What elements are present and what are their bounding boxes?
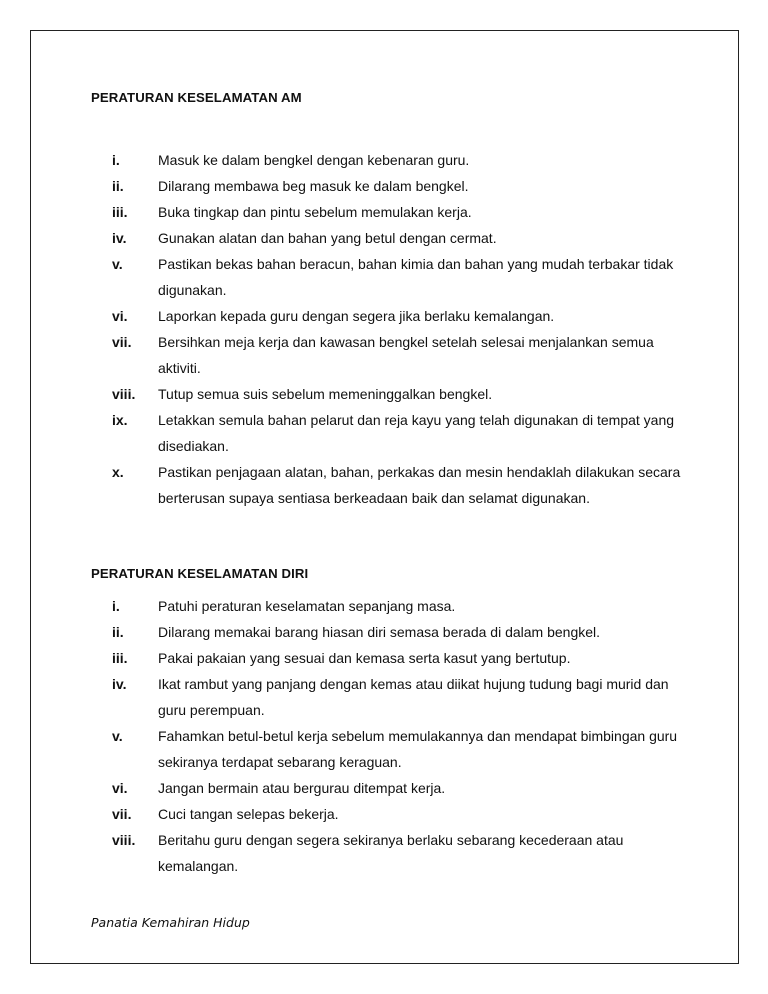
rule-item: [112, 827, 692, 879]
rule-number: ii.: [112, 624, 124, 640]
rule-number: vi.: [112, 308, 128, 324]
rule-text: Laporkan kepada guru dengan segera jika berlaku kemalangan.: [158, 308, 555, 324]
rule-text: Pastikan penjagaan alatan, bahan, perkakas dan mesin hendaklah dilakukan secara berterusan supaya sentiasa berkeadaan baik dan selamat digunakan.: [158, 464, 681, 506]
rule-item: [112, 801, 692, 827]
rule-number: ix.: [112, 412, 128, 428]
rule-text: Ikat rambut yang panjang dengan kemas atau diikat hujung tudung bagi murid dan guru perempuan.: [158, 676, 669, 718]
rule-item: [112, 381, 692, 407]
rule-number: viii.: [112, 832, 136, 848]
rule-number: vii.: [112, 334, 132, 350]
rule-text: Buka tingkap dan pintu sebelum memulakan kerja.: [158, 204, 472, 220]
rule-number: vi.: [112, 780, 128, 796]
rule-text: Dilarang memakai barang hiasan diri semasa berada di dalam bengkel.: [158, 624, 601, 640]
rule-text: Gunakan alatan dan bahan yang betul dengan cermat.: [158, 230, 497, 246]
rule-text: Masuk ke dalam bengkel dengan kebenaran guru.: [158, 152, 470, 168]
rule-number: v.: [112, 256, 123, 272]
rule-item: [112, 303, 692, 329]
rule-text: Bersihkan meja kerja dan kawasan bengkel setelah selesai menjalankan semua aktiviti.: [158, 334, 654, 376]
rule-text: Letakkan semula bahan pelarut dan reja kayu yang telah digunakan di tempat yang disediakan.: [158, 412, 675, 454]
rule-item: [112, 619, 692, 645]
section-title-general: PERATURAN KESELAMATAN AM: [91, 90, 302, 105]
rule-number: iv.: [112, 676, 127, 692]
rule-item: [112, 459, 692, 511]
rule-text: Dilarang membawa beg masuk ke dalam bengkel.: [158, 178, 469, 194]
rule-item: [112, 329, 692, 381]
rule-text: Beritahu guru dengan segera sekiranya berlaku sebarang kecederaan atau kemalangan.: [158, 832, 624, 874]
rule-number: viii.: [112, 386, 136, 402]
rule-text: Jangan bermain atau bergurau ditempat kerja.: [158, 780, 446, 796]
rule-item: [112, 173, 692, 199]
rule-number: vii.: [112, 806, 132, 822]
rule-item: [112, 671, 692, 723]
rule-number: iii.: [112, 650, 128, 666]
rule-text: Patuhi peraturan keselamatan sepanjang masa.: [158, 598, 456, 614]
rule-item: [112, 407, 692, 459]
rule-text: Fahamkan betul-betul kerja sebelum memulakannya dan mendapat bimbingan guru sekiranya terdapat sebarang keraguan.: [158, 728, 678, 770]
personal-rules-list: [112, 593, 692, 879]
rule-item: [112, 775, 692, 801]
rule-item: [112, 225, 692, 251]
section-title-personal: PERATURAN KESELAMATAN DIRI: [91, 566, 309, 581]
rule-text: Pastikan bekas bahan beracun, bahan kimia dan bahan yang mudah terbakar tidak digunakan.: [158, 256, 674, 298]
general-rules-list: [112, 147, 692, 511]
rule-number: ii.: [112, 178, 124, 194]
rule-number: x.: [112, 464, 124, 480]
rule-number: iii.: [112, 204, 128, 220]
rule-item: [112, 251, 692, 303]
rule-number: iv.: [112, 230, 127, 246]
rule-item: [112, 147, 692, 173]
rule-text: Pakai pakaian yang sesuai dan kemasa serta kasut yang bertutup.: [158, 650, 571, 666]
rule-item: [112, 593, 692, 619]
rule-text: Tutup semua suis sebelum memeninggalkan bengkel.: [158, 386, 493, 402]
footer-text: Panatia Kemahiran Hidup: [91, 915, 250, 930]
rule-number: i.: [112, 152, 120, 168]
rule-text: Cuci tangan selepas bekerja.: [158, 806, 339, 822]
rule-item: [112, 723, 692, 775]
rule-number: v.: [112, 728, 123, 744]
rule-item: [112, 645, 692, 671]
rule-number: i.: [112, 598, 120, 614]
rule-item: [112, 199, 692, 225]
